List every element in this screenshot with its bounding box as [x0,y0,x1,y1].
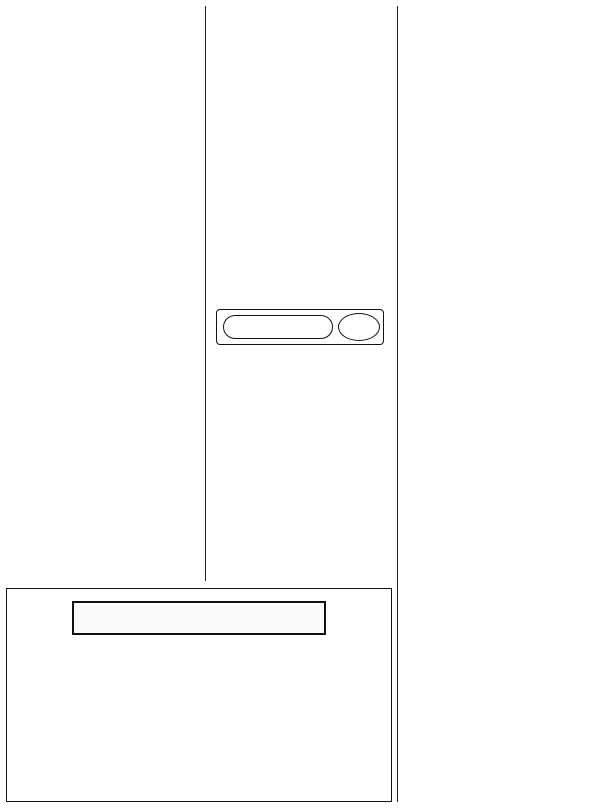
text-column-right [404,6,584,802]
text-column-middle [212,6,392,581]
notice-title [72,601,326,635]
section-heading-tag [338,313,380,341]
text-column-left [6,6,200,581]
column-divider [205,6,206,581]
notice-box [6,588,392,802]
section-heading-frame [216,309,384,345]
column-divider [397,6,398,802]
section-heading-title [223,315,333,339]
newsletter-page [6,6,584,802]
